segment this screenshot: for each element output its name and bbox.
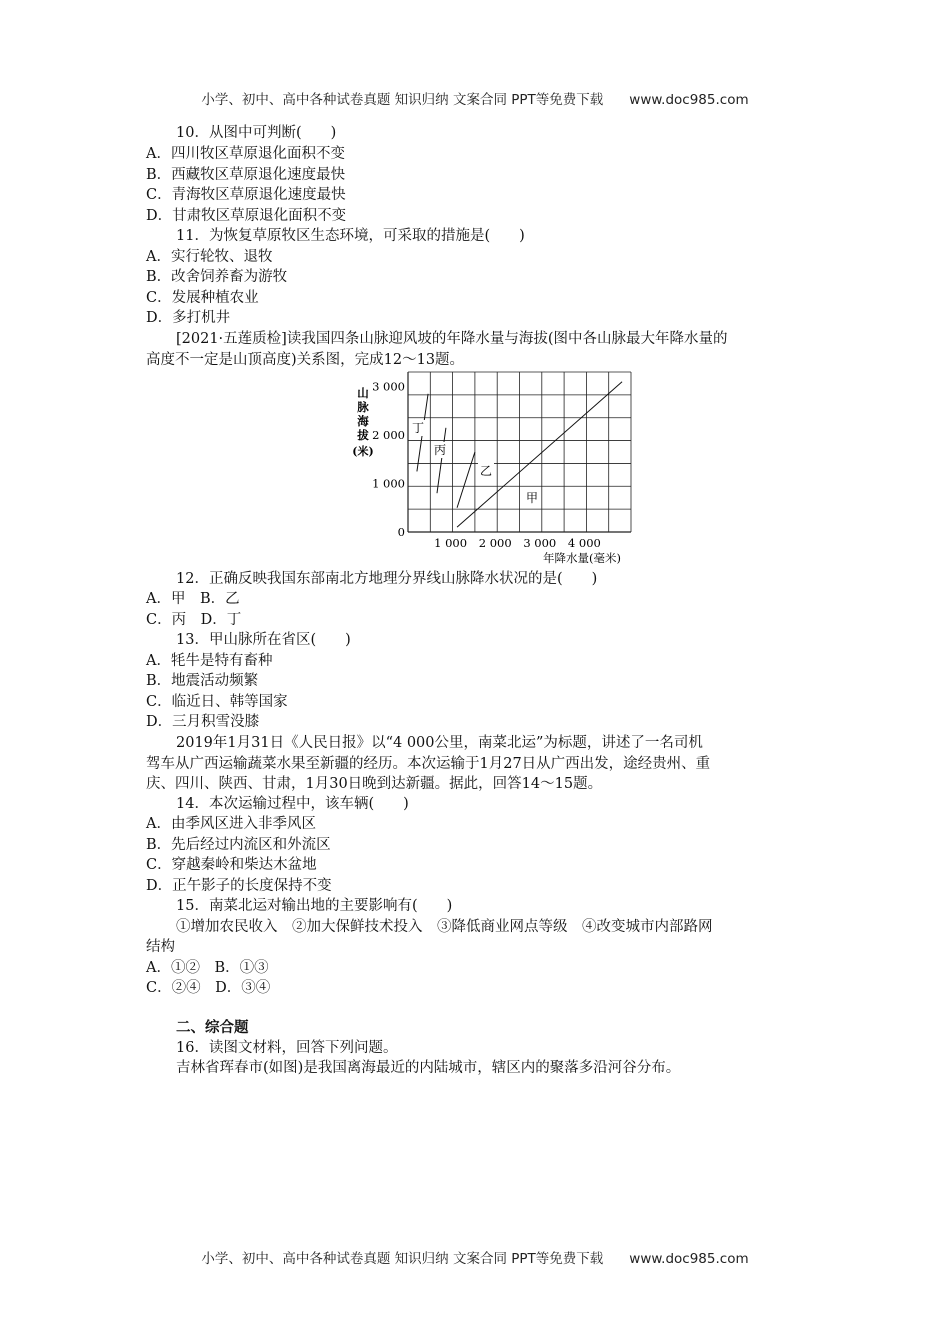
footer-text: 小学、初中、高中各种试卷真题 知识归纳 文案合同 PPT等免费下载 xyxy=(201,1251,604,1267)
y-tick-label: 0 xyxy=(397,525,405,539)
q14-option-a: A．由季风区进入非季风区 xyxy=(146,816,316,832)
q13-option-c: C．临近日、韩等国家 xyxy=(146,694,288,710)
q11-stem: 11．为恢复草原牧区生态环境，可采取的措施是( ) xyxy=(176,228,525,244)
q13-option-d: D．三月积雪没膝 xyxy=(146,714,260,730)
q10-option-a: A．四川牧区草原退化面积不变 xyxy=(146,146,345,162)
y-axis-ticks xyxy=(372,380,405,539)
y-label-char: 拔 xyxy=(357,428,369,442)
q16-material: 吉林省珲春市(如图)是我国离海最近的内陆城市，辖区内的聚落多沿河谷分布。 xyxy=(176,1060,681,1076)
q12-stem: 12．正确反映我国东部南北方地理分界线山脉降水状况的是( ) xyxy=(176,571,598,587)
q16-stem: 16．读图文材料，回答下列问题。 xyxy=(176,1040,398,1056)
q14-option-d: D．正午影子的长度保持不变 xyxy=(146,878,332,894)
passage-2-line-2: 驾车从广西运输蔬菜水果至新疆的经历。本次运输于1月27日从广西出发，途经贵州、重 xyxy=(146,755,711,772)
q13-option-b: B．地震活动频繁 xyxy=(146,673,259,689)
x-tick-label: 3 000 xyxy=(523,536,557,550)
q12-options-cd: C．丙 D．丁 xyxy=(146,612,242,628)
y-label-char: 山 xyxy=(357,386,369,400)
q11-option-b: B．改舍饲养畜为游牧 xyxy=(146,269,288,285)
q11-option-a: A．实行轮牧、退牧 xyxy=(146,249,273,265)
y-label-char: 海 xyxy=(357,414,369,428)
chart-series xyxy=(410,382,622,527)
q12-options-ab: A．甲 B．乙 xyxy=(146,591,240,607)
footer-url[interactable]: www.doc985.com xyxy=(629,1251,749,1267)
q14-option-c: C．穿越秦岭和柴达木盆地 xyxy=(146,857,317,873)
header-text: 小学、初中、高中各种试卷真题 知识归纳 文案合同 PPT等免费下载 xyxy=(201,92,604,108)
q13-stem: 13．甲山脉所在省区( ) xyxy=(176,632,351,648)
q10-option-d: D．甘肃牧区草原退化面积不变 xyxy=(146,208,347,224)
q15-options-cd: C．②④ D．③④ xyxy=(146,980,271,996)
header-url[interactable]: www.doc985.com xyxy=(629,92,749,108)
page-header xyxy=(0,88,950,108)
y-tick-label: 2 000 xyxy=(372,428,405,443)
q15-items-line-2: 结构 xyxy=(146,939,175,955)
x-tick-label: 4 000 xyxy=(567,536,601,550)
q11-option-c: C．发展种植农业 xyxy=(146,290,259,306)
passage-2-line-1: 2019年1月31日《人民日报》以“4 000公里，南菜北运”为标题，讲述了一名司机 xyxy=(176,735,703,751)
series-label: 乙 xyxy=(479,464,493,478)
series-line-丙 xyxy=(437,428,446,493)
q14-option-b: B．先后经过内流区和外流区 xyxy=(146,837,331,853)
q15-stem: 15．南菜北运对输出地的主要影响有( ) xyxy=(176,898,453,914)
series-line-乙 xyxy=(457,452,475,508)
passage-2 xyxy=(146,733,806,795)
y-label-unit: (米) xyxy=(352,445,374,458)
passage-2-line-3: 庆、四川、陕西、甘肃，1月30日晚到达新疆。据此，回答14～15题。 xyxy=(146,776,603,792)
series-label: 甲 xyxy=(525,491,539,505)
q15-options-ab: A．①② B．①③ xyxy=(146,960,269,976)
y-tick-label: 3 000 xyxy=(372,379,405,394)
y-label-char: 脉 xyxy=(357,400,369,414)
x-tick-label: 1 000 xyxy=(434,536,468,550)
series-label: 丙 xyxy=(433,443,447,457)
x-axis-label: 年降水量(毫米) xyxy=(543,551,621,565)
q11-option-d: D．多打机井 xyxy=(146,310,231,326)
x-tick-label: 2 000 xyxy=(478,536,512,550)
passage-1-line-1: [2021·五莲质检]读我国四条山脉迎风坡的年降水量与海拔(图中各山脉最大年降水量的 xyxy=(176,331,728,347)
precipitation-altitude-chart xyxy=(340,368,640,568)
q14-stem: 14．本次运输过程中，该车辆( ) xyxy=(176,796,409,812)
q13-option-a: A．牦牛是特有畜种 xyxy=(146,653,273,669)
y-axis-label xyxy=(352,386,373,458)
x-axis-ticks xyxy=(434,536,601,550)
q15-items-line-1: ①增加农民收入 ②加大保鲜技术投入 ③降低商业网点等级 ④改变城市内部路网 xyxy=(176,919,713,935)
page-footer xyxy=(0,1247,950,1267)
series-label: 丁 xyxy=(411,421,425,435)
q10-option-c: C．青海牧区草原退化速度最快 xyxy=(146,187,346,203)
q10-option-b: B．西藏牧区草原退化速度最快 xyxy=(146,167,346,183)
y-tick-label: 1 000 xyxy=(372,476,405,491)
passage-1-line-2: 高度不一定是山顶高度)关系图，完成12～13题。 xyxy=(146,351,465,368)
section-2-title: 二、综合题 xyxy=(176,1019,249,1036)
passage-1 xyxy=(146,329,806,370)
q10-stem: 10．从图中可判断( ) xyxy=(176,125,337,141)
